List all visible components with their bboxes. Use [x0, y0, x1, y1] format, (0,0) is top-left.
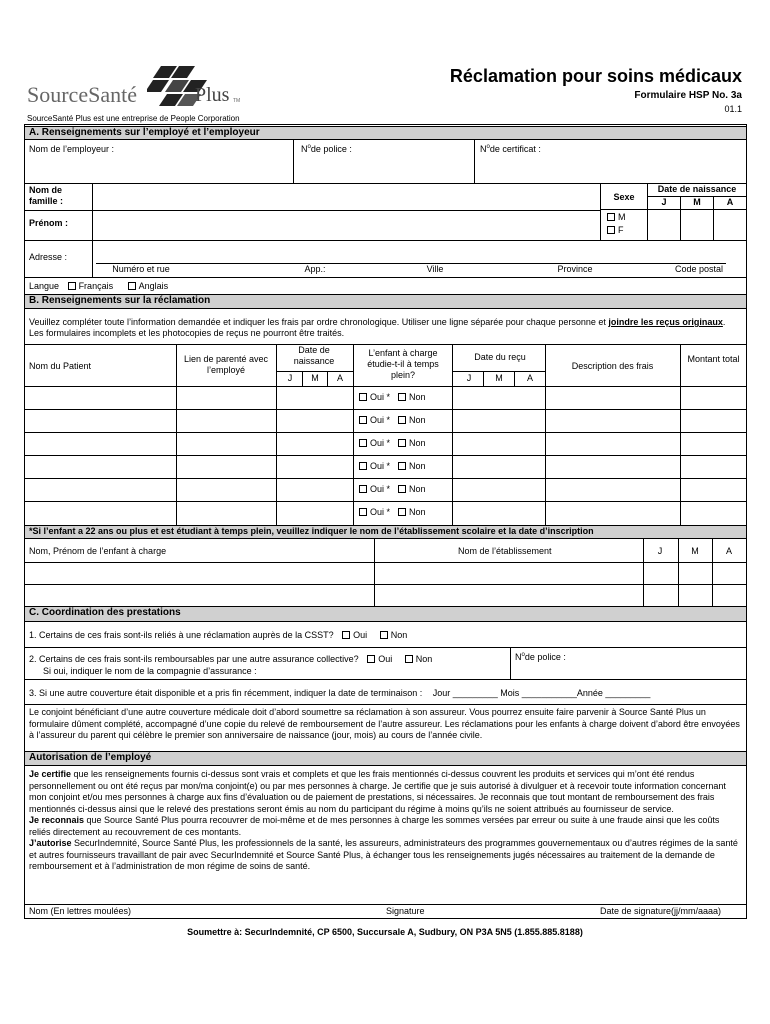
claim-row[interactable]	[25, 410, 746, 433]
form-number: Formulaire HSP No. 3a	[634, 90, 742, 101]
submit-address: Soumettre à: SecurIndemnité, CP 6500, Succursale A, Sudbury, ON P3A 5N5 (1.855.885.8188)	[187, 927, 583, 937]
first-name-input[interactable]	[95, 212, 600, 238]
q2-no-checkbox[interactable]	[405, 655, 413, 663]
province-label: Province	[557, 264, 593, 274]
student-no-label: Non	[409, 438, 426, 448]
col-dob-m: M	[311, 373, 319, 383]
student-note: *Si l’enfant a 22 ans ou plus et est étudiant à temps plein, veuillez indiquer le nom de l’établissement scolaire et la date d’inscription	[25, 526, 746, 538]
form-version: 01.1	[724, 104, 742, 114]
section-a-heading: A. Renseignements sur l’employé et l’employeur	[25, 126, 746, 140]
sex-f-option[interactable]: F	[607, 225, 624, 235]
student-yes-checkbox[interactable]	[359, 508, 367, 516]
student-yes-checkbox[interactable]	[359, 439, 367, 447]
claim-row[interactable]	[25, 433, 746, 456]
employer-name-input[interactable]	[27, 156, 291, 182]
city-label: Ville	[426, 264, 444, 274]
student-no-label: Non	[409, 484, 426, 494]
address-input[interactable]	[96, 244, 726, 264]
sex-f-checkbox[interactable]	[607, 226, 615, 234]
english-label: Anglais	[138, 281, 169, 291]
printed-name-label: Nom (En lettres moulées)	[29, 906, 132, 916]
question-2: 2. Certains de ces frais sont-ils remboursables par une autre assurance collective? Oui Non	[29, 654, 433, 664]
student-yes-no	[359, 461, 426, 471]
child-row-1[interactable]	[27, 564, 743, 583]
street-label: Numéro et rue	[112, 264, 170, 274]
student-yes-label: Oui *	[370, 438, 391, 448]
student-yes-no	[359, 507, 426, 517]
question-1: 1. Certains de ces frais sont-ils reliés à une réclamation auprès de la CSST? Oui Non	[29, 630, 408, 640]
dob-day-input[interactable]	[649, 211, 679, 239]
school-j: J	[657, 546, 663, 556]
student-yes-label: Oui *	[370, 507, 391, 517]
apt-label: App.:	[304, 264, 326, 274]
q2-yes-checkbox[interactable]	[367, 655, 375, 663]
student-yes-no	[359, 392, 426, 402]
student-no-checkbox[interactable]	[398, 462, 406, 470]
student-no-checkbox[interactable]	[398, 393, 406, 401]
section-b-heading: B. Renseignements sur la réclamation	[25, 294, 746, 309]
dob-m: M	[693, 197, 701, 207]
logo-tm: TM	[233, 98, 241, 104]
q2-policy-label: $N^ode$ police :	[515, 652, 566, 662]
postal-label: Code postal	[674, 264, 724, 274]
student-no-checkbox[interactable]	[398, 439, 406, 447]
col-child: L’enfant à charge étudie-t-il à temps plein?	[367, 348, 439, 380]
child-row-2[interactable]	[27, 586, 743, 605]
student-yes-label: Oui *	[370, 392, 391, 402]
section-b-instructions: Veuillez compléter toute l’information demandée et indiquer les frais par ordre chronologique. Utiliser une ligne séparée pour chaque personne et joindre les reçus originaux. Les formulaires incomplets et les photocopies de reçus ne pourront être traités.	[29, 317, 726, 338]
first-name-label: Prénom :	[29, 218, 69, 228]
last-name-label: Nom de famille :	[29, 185, 64, 206]
signature-date-label: Date de signature(jj/mm/aaaa)	[600, 906, 722, 916]
dob-year-input[interactable]	[715, 211, 745, 239]
col-receipt-a: A	[526, 373, 533, 383]
student-yes-no	[359, 415, 426, 425]
col-dob: Date de naissance	[293, 345, 335, 366]
signature-label: Signature	[386, 906, 425, 916]
french-label: Français	[78, 281, 114, 291]
student-yes-label: Oui *	[370, 484, 391, 494]
dob-label: Date de naissance	[657, 184, 737, 194]
page-title: Réclamation pour soins médicaux	[449, 66, 742, 86]
q1-no-checkbox[interactable]	[380, 631, 388, 639]
col-receipt-j: J	[466, 373, 472, 383]
question-3: 3. Si une autre couverture était disponible et a pris fin récemment, indiquer la date de terminaison : Jour _________ Mois ___________Année _________	[29, 688, 651, 698]
language-row	[29, 281, 168, 291]
student-yes-checkbox[interactable]	[359, 416, 367, 424]
dob-a: A	[726, 197, 734, 207]
logo-source-text: SourceSanté	[27, 82, 137, 107]
authorization-text: Je certifie que les renseignements fournis ci-dessus sont vrais et complets et que les frais mentionnés ci-dessus couvrent les produits et services qui m’ont été rendus personnellement ou ont été reçus par mon/ma conjoint(e) ou par mes personnes à charge. Je certifie que je suis autorisé à divulguer et à recevoir toute information concernant mon conjoint et/ou mes personnes à charge aux fins d’évaluation ou de paiement de prestations, si nécessaires. Je reconnais que tout montant de remboursement des frais mentionnés ci-dessus ainsi que le relevé des prestations seront émis au nom du participant du régime à moins qu’ils ne soient attribués au fournisseur de service. Je reconnais que Source Santé Plus pourra recouvrer de moi-même et de mes personnes à charge les sommes versées par erreur ou suite à une fraude ainsi que les coûts reliés directement au recouvrement de ces montants. J’autorise SecurIndemnité, Source Santé Plus, les professionnels de la santé, les assureurs, administrateurs des programmes gouvernementaux ou d’autres régimes de la santé et autres fournisseurs travaillant de pair avec SecurIndemnité et Source Santé Plus, à échanger tous les renseignements jugés nécessaires au traitement de la demande de remboursement et à l’administration de mon régime de soins de santé.	[29, 769, 738, 871]
student-no-checkbox[interactable]	[398, 485, 406, 493]
school-name-label: Nom de l’établissement	[458, 546, 552, 556]
student-no-label: Non	[409, 415, 426, 425]
claim-row[interactable]	[25, 387, 746, 410]
claim-row[interactable]	[25, 479, 746, 502]
spouse-note: Le conjoint bénéficiant d’une autre couverture médicale doit d’abord soumettre sa réclamation à son assureur. Vous pourrez ensuite faire parvenir à Source Santé Plus un formulaire dûment complété, accompagné d’une copie du relevé de remboursement de l’autre assureur. Les réclamations pour les enfants à charge doivent d’abord être envoyées à l’assureur du parent qui célèbre le premier son anniversaire de naissance (jour, mois) au cours de l’année civile.	[29, 707, 740, 740]
school-m: M	[691, 546, 699, 556]
col-desc: Description des frais	[571, 361, 654, 371]
col-dob-j: J	[287, 373, 293, 383]
student-yes-checkbox[interactable]	[359, 485, 367, 493]
school-a: A	[725, 546, 732, 556]
certificate-number-label: $N^ode$ certificat :	[480, 144, 541, 154]
authorization-heading: Autorisation de l’employé	[25, 751, 746, 766]
student-yes-label: Oui *	[370, 461, 391, 471]
logo	[27, 64, 247, 114]
student-yes-no	[359, 484, 426, 494]
printed-name-input[interactable]	[27, 890, 227, 904]
certificate-number-input[interactable]	[477, 156, 743, 182]
col-patient: Nom du Patient	[29, 361, 92, 371]
student-yes-label: Oui *	[370, 415, 391, 425]
signature-date-input[interactable]	[590, 890, 740, 904]
claim-row[interactable]	[25, 456, 746, 479]
sex-label: Sexe	[613, 192, 635, 202]
col-receipt: Date du reçu	[474, 352, 526, 362]
section-c-heading: C. Coordination des prestations	[25, 606, 746, 622]
child-name-label: Nom, Prénom de l’enfant à charge	[29, 546, 167, 556]
termination-date-fields[interactable]: Jour _________ Mois ___________Année _________	[432, 688, 651, 698]
col-receipt-m: M	[495, 373, 503, 383]
signature-input[interactable]	[330, 890, 490, 904]
col-dob-a: A	[336, 373, 343, 383]
student-no-label: Non	[409, 461, 426, 471]
dob-month-input[interactable]	[682, 211, 712, 239]
address-label: Adresse :	[29, 252, 68, 262]
student-yes-checkbox[interactable]	[359, 462, 367, 470]
last-name-input[interactable]	[95, 186, 600, 208]
student-yes-no	[359, 438, 426, 448]
policy-number-input[interactable]	[296, 156, 472, 182]
student-no-checkbox[interactable]	[398, 508, 406, 516]
student-no-label: Non	[409, 392, 426, 402]
logo-plus-text: Plus	[195, 84, 230, 106]
sex-m-option[interactable]: M	[607, 212, 626, 222]
student-no-checkbox[interactable]	[398, 416, 406, 424]
col-relation: Lien de parenté avec l’employé	[183, 354, 269, 375]
language-label: Langue	[29, 281, 60, 291]
student-yes-checkbox[interactable]	[359, 393, 367, 401]
sex-m-checkbox[interactable]	[607, 213, 615, 221]
french-checkbox[interactable]	[68, 282, 76, 290]
q1-yes-checkbox[interactable]	[342, 631, 350, 639]
policy-number-label: $N^ode$ police :	[301, 144, 352, 154]
student-no-label: Non	[409, 507, 426, 517]
col-amount: Montant total	[687, 354, 740, 364]
claim-row[interactable]	[25, 502, 746, 525]
english-checkbox[interactable]	[128, 282, 136, 290]
dob-j: J	[661, 197, 667, 207]
employer-name-label: Nom de l’employeur :	[29, 144, 115, 154]
company-line: SourceSanté Plus est une entreprise de People Corporation	[27, 114, 240, 123]
question-2-sub: Si oui, indiquer le nom de la compagnie d’assurance :	[43, 666, 257, 676]
